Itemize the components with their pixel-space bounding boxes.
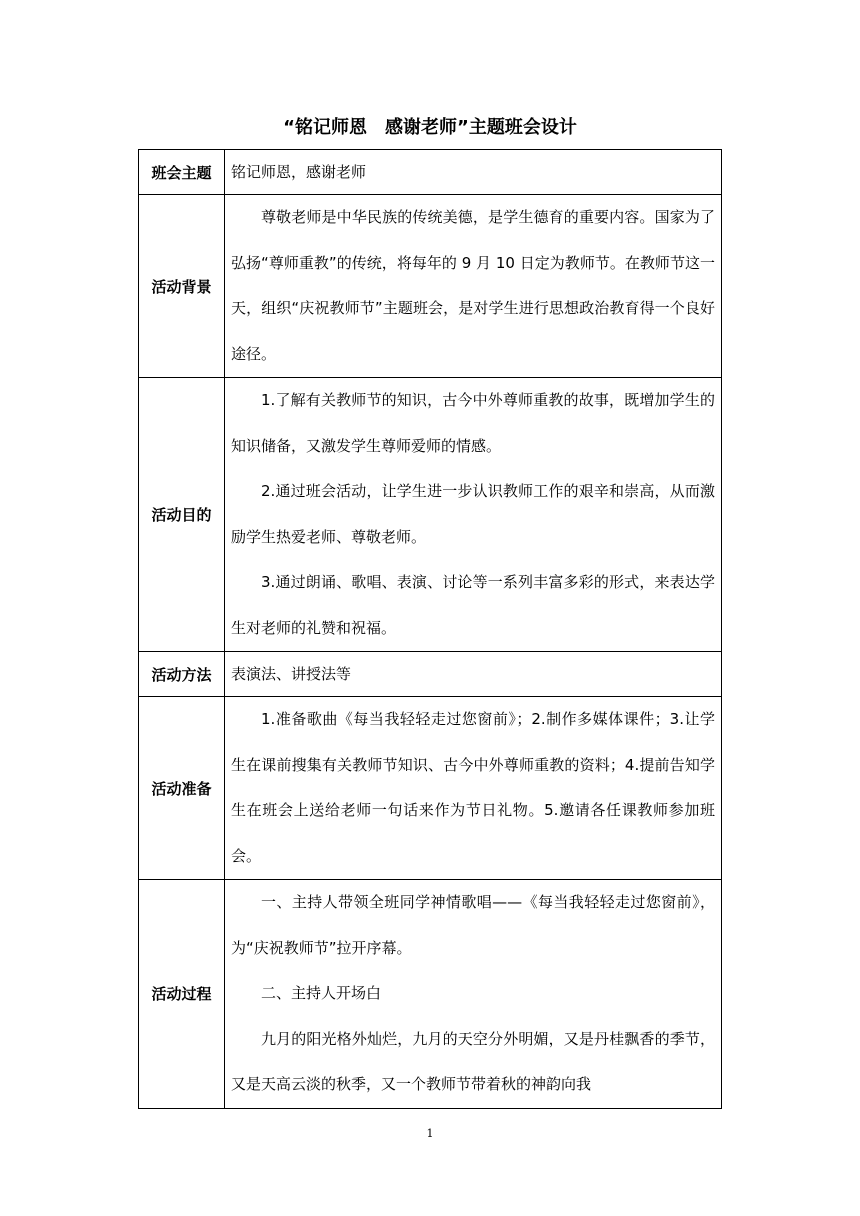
goal-paragraph-3: 3.通过朗诵、歌唱、表演、讨论等一系列丰富多彩的形式，来表达学生对老师的礼赞和祝福。 [231, 573, 715, 637]
row-content-goals [225, 378, 722, 652]
background-paragraph: 尊敬老师是中华民族的传统美德，是学生德育的重要内容。国家为了弘扬“尊师重教”的传统，将每年的 9 月 10 日定为教师节。在教师节这一天，组织“庆祝教师节”主题班会，是对学生进行思想政治教育得一个良好途径。 [231, 208, 715, 363]
row-content-process [225, 880, 722, 1109]
row-label-background: 活动背景 [139, 195, 225, 378]
table-row-background [139, 195, 722, 378]
row-label-process: 活动过程 [139, 880, 225, 1109]
row-content-theme [225, 150, 722, 195]
class-meeting-design-table [138, 149, 722, 1109]
process-paragraph-1: 一、主持人带领全班同学神情歌唱——《每当我轻轻走过您窗前》，为“庆祝教师节”拉开序幕。 [231, 893, 715, 957]
table-row-prep [139, 697, 722, 880]
goal-paragraph-1: 1.了解有关教师节的知识，古今中外尊师重教的故事，既增加学生的知识储备，又激发学生尊师爱师的情感。 [231, 391, 715, 455]
goal-paragraph-2: 2.通过班会活动，让学生进一步认识教师工作的艰辛和崇高，从而激励学生热爱老师、尊敬老师。 [231, 482, 715, 546]
table-row-process [139, 880, 722, 1109]
row-label-method: 活动方法 [139, 652, 225, 697]
prep-paragraph: 1.准备歌曲《每当我轻轻走过您窗前》；2.制作多媒体课件；3.让学生在课前搜集有关教师节知识、古今中外尊师重教的资料；4.提前告知学生在班会上送给老师一句话来作为节日礼物。5.邀请各任课教师参加班会。 [231, 710, 715, 865]
page-title: “铭记师恩 感谢老师”主题班会设计 [283, 117, 577, 138]
row-content-method [225, 652, 722, 697]
process-paragraph-2: 二、主持人开场白 [261, 984, 382, 1002]
table-row-goals [139, 378, 722, 652]
page-number: 1 [426, 1127, 434, 1140]
method-text: 表演法、讲授法等 [231, 665, 352, 683]
row-content-prep [225, 697, 722, 880]
row-label-prep: 活动准备 [139, 697, 225, 880]
table-row-method [139, 652, 722, 697]
process-paragraph-3: 九月的阳光格外灿烂，九月的天空分外明媚，又是丹桂飘香的季节，又是天高云淡的秋季，又一个教师节带着秋的神韵向我 [231, 1029, 715, 1093]
theme-text: 铭记师恩，感谢老师 [231, 163, 367, 181]
table-row-theme [139, 150, 722, 195]
row-content-background [225, 195, 722, 378]
row-label-goals: 活动目的 [139, 378, 225, 652]
row-label-theme: 班会主题 [139, 150, 225, 195]
